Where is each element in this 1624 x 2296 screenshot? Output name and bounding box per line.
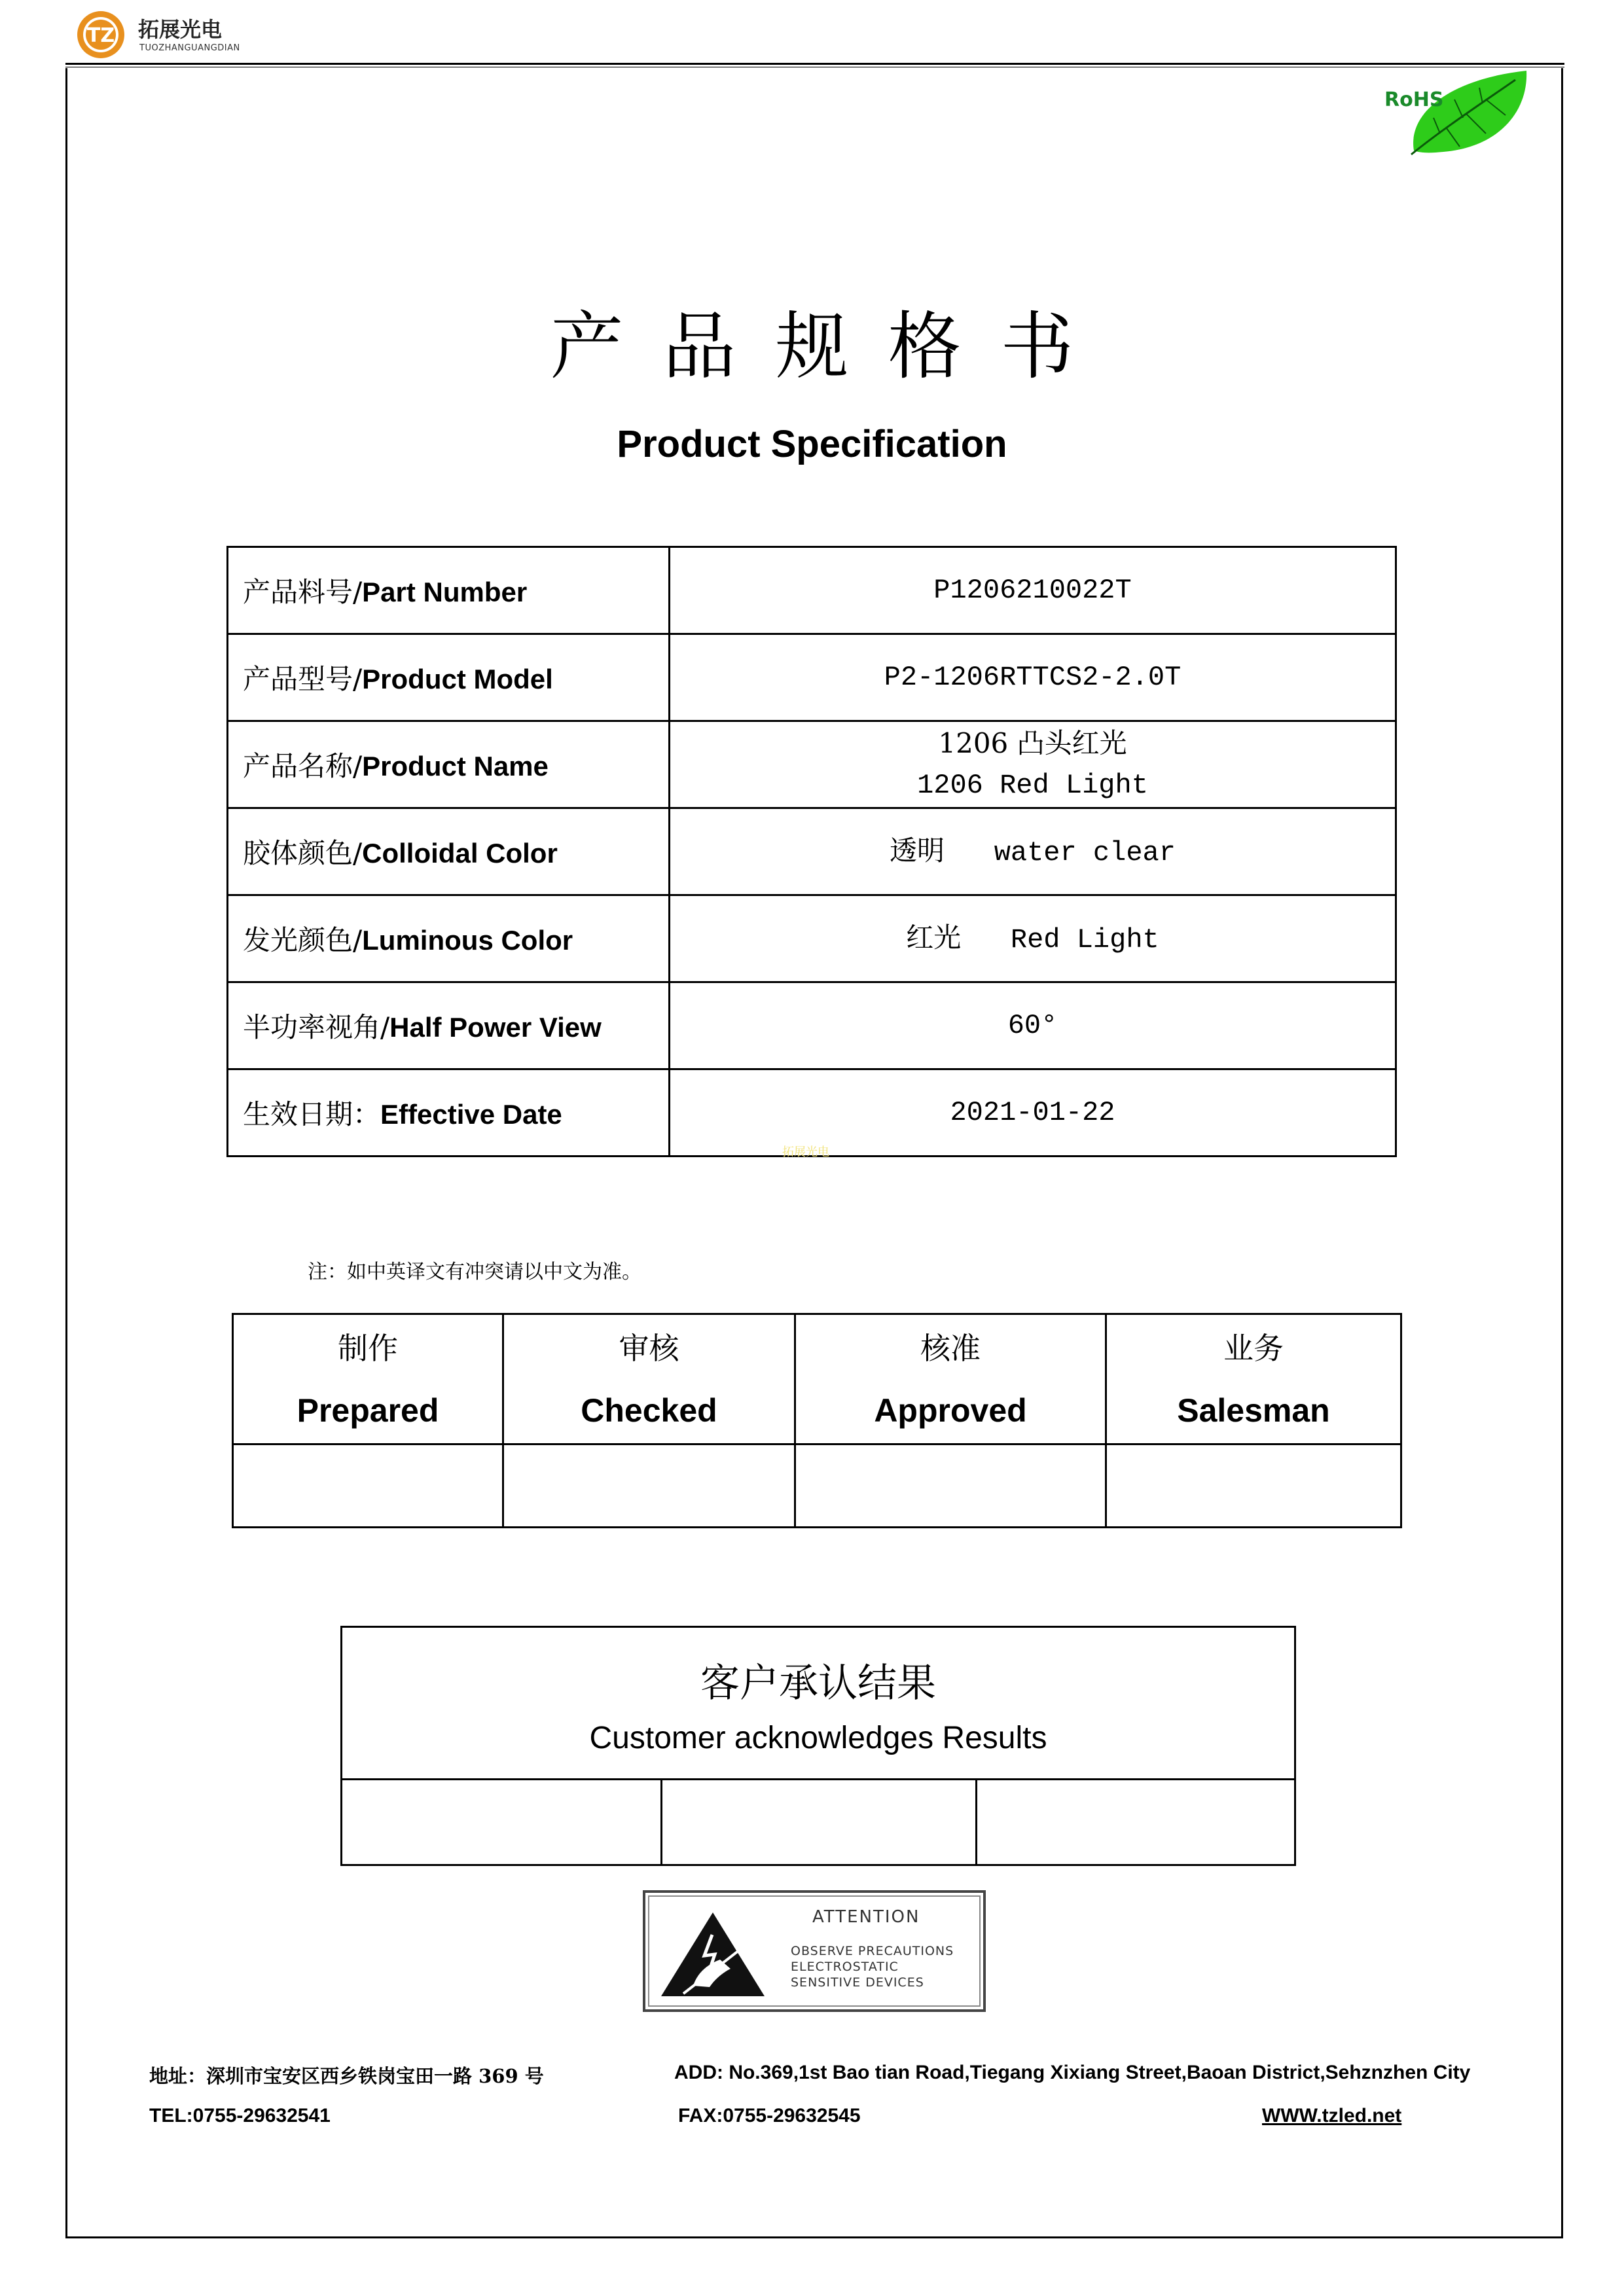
footer-address-cn: 地址：深圳市宝安区西乡铁岗宝田一路 369 号 (149, 2065, 544, 2087)
customer-ack-table (340, 1626, 1296, 1866)
table-row (233, 1314, 1401, 1444)
header-cn: 业务 (1223, 1331, 1284, 1366)
row-label (228, 721, 670, 808)
signoff-salesman-header (1106, 1314, 1401, 1444)
luminous-color-value (670, 895, 1396, 982)
row-label (228, 547, 670, 634)
customer-result-cell[interactable] (342, 1780, 662, 1865)
esd-warning-icon (657, 1909, 768, 2000)
signoff-table (232, 1313, 1402, 1528)
brand-name-en: TUOZHANGUANGDIAN (139, 43, 240, 53)
header-en: Approved (874, 1392, 1027, 1429)
colloidal-color-en: water clear (994, 836, 1176, 869)
header-en: Salesman (1177, 1392, 1330, 1429)
page-title-en: Product Specification (617, 423, 1007, 465)
footer-website-link[interactable]: WWW.tzled.net (1262, 2105, 1402, 2126)
label-cn: 产品型号/ (243, 663, 363, 695)
header-cn: 核准 (920, 1331, 981, 1366)
table-row (228, 808, 1396, 895)
colloidal-color-value (670, 808, 1396, 895)
label-cn: 半功率视角/ (243, 1011, 390, 1043)
product-name-en: 1206 Red Light (917, 770, 1148, 801)
product-model-value: P2-1206RTTCS2-2.0T (670, 634, 1396, 721)
product-name-value (670, 721, 1396, 808)
header-en: Checked (581, 1392, 717, 1429)
attention-title: ATTENTION (812, 1907, 920, 1927)
label-cn: 发光颜色/ (243, 924, 363, 956)
footer-fax: FAX:0755-29632545 (678, 2105, 861, 2126)
company-logo (75, 7, 252, 62)
header-cn: 审核 (619, 1331, 679, 1366)
attention-line: SENSITIVE DEVICES (791, 1975, 924, 1990)
customer-ack-cn: 客户承认结果 (700, 1660, 936, 1706)
table-row (342, 1627, 1295, 1780)
label-cn: 产品名称/ (243, 750, 363, 782)
customer-result-cell[interactable] (662, 1780, 977, 1865)
table-row (228, 895, 1396, 982)
luminous-color-cn: 红光 (906, 921, 962, 954)
customer-result-cell[interactable] (977, 1780, 1295, 1865)
table-row (233, 1444, 1401, 1528)
signoff-checked-header (503, 1314, 795, 1444)
label-en: Product Name (362, 751, 549, 781)
luminous-color-en: Red Light (1010, 924, 1159, 956)
half-power-view-value: 60° (670, 982, 1396, 1069)
colloidal-color-cn: 透明 (890, 834, 945, 867)
label-en: Colloidal Color (362, 838, 558, 869)
table-row (228, 547, 1396, 634)
effective-date-value: 2021-01-22 (670, 1069, 1396, 1157)
row-label (228, 1069, 670, 1157)
header-cn: 制作 (338, 1331, 398, 1366)
brand-name-cn: 拓展光电 (138, 17, 223, 42)
header-en: Prepared (297, 1392, 439, 1429)
label-en: Part Number (362, 577, 528, 607)
watermark: 拓展光电 (782, 1145, 829, 1159)
footer-tel: TEL:0755-29632541 (149, 2105, 331, 2126)
label-cn: 生效日期： (243, 1098, 381, 1130)
signature-cell[interactable] (795, 1444, 1106, 1528)
label-en: Product Model (362, 664, 553, 694)
spec-table (226, 546, 1397, 1157)
esd-attention-label (643, 1890, 986, 2012)
label-en: Half Power View (389, 1012, 602, 1043)
table-row (228, 982, 1396, 1069)
logo-mark-icon (75, 9, 126, 60)
translation-note: 注：如中英译文有冲突请以中文为准。 (308, 1261, 641, 1283)
table-row (228, 721, 1396, 808)
product-name-cn: 1206 凸头红光 (938, 727, 1127, 759)
label-en: Luminous Color (362, 925, 573, 956)
rohs-leaf-icon (1381, 65, 1532, 160)
svg-text:RoHS: RoHS (1384, 88, 1444, 111)
signoff-approved-header (795, 1314, 1106, 1444)
page-title-cn: 产品规格书 (550, 304, 1113, 389)
row-label (228, 808, 670, 895)
signature-cell[interactable] (503, 1444, 795, 1528)
table-row (342, 1780, 1295, 1865)
signoff-prepared-header (233, 1314, 503, 1444)
label-cn: 产品料号/ (243, 576, 363, 608)
table-row (228, 634, 1396, 721)
customer-ack-en: Customer acknowledges Results (589, 1720, 1047, 1755)
signature-cell[interactable] (1106, 1444, 1401, 1528)
label-cn: 胶体颜色/ (243, 837, 363, 869)
header-divider (65, 63, 1564, 65)
part-number-value: P1206210022T (670, 547, 1396, 634)
footer-address-en: ADD: No.369,1st Bao tian Road,Tiegang Xixiang Street,Baoan District,Sehznzhen City (674, 2062, 1471, 2083)
attention-line: ELECTROSTATIC (791, 1960, 899, 1974)
row-label (228, 895, 670, 982)
row-label (228, 634, 670, 721)
svg-text:TZ: TZ (86, 24, 115, 47)
attention-line: OBSERVE PRECAUTIONS (791, 1944, 954, 1958)
signature-cell[interactable] (233, 1444, 503, 1528)
row-label (228, 982, 670, 1069)
label-en: Effective Date (380, 1099, 562, 1130)
customer-ack-header (342, 1627, 1295, 1780)
